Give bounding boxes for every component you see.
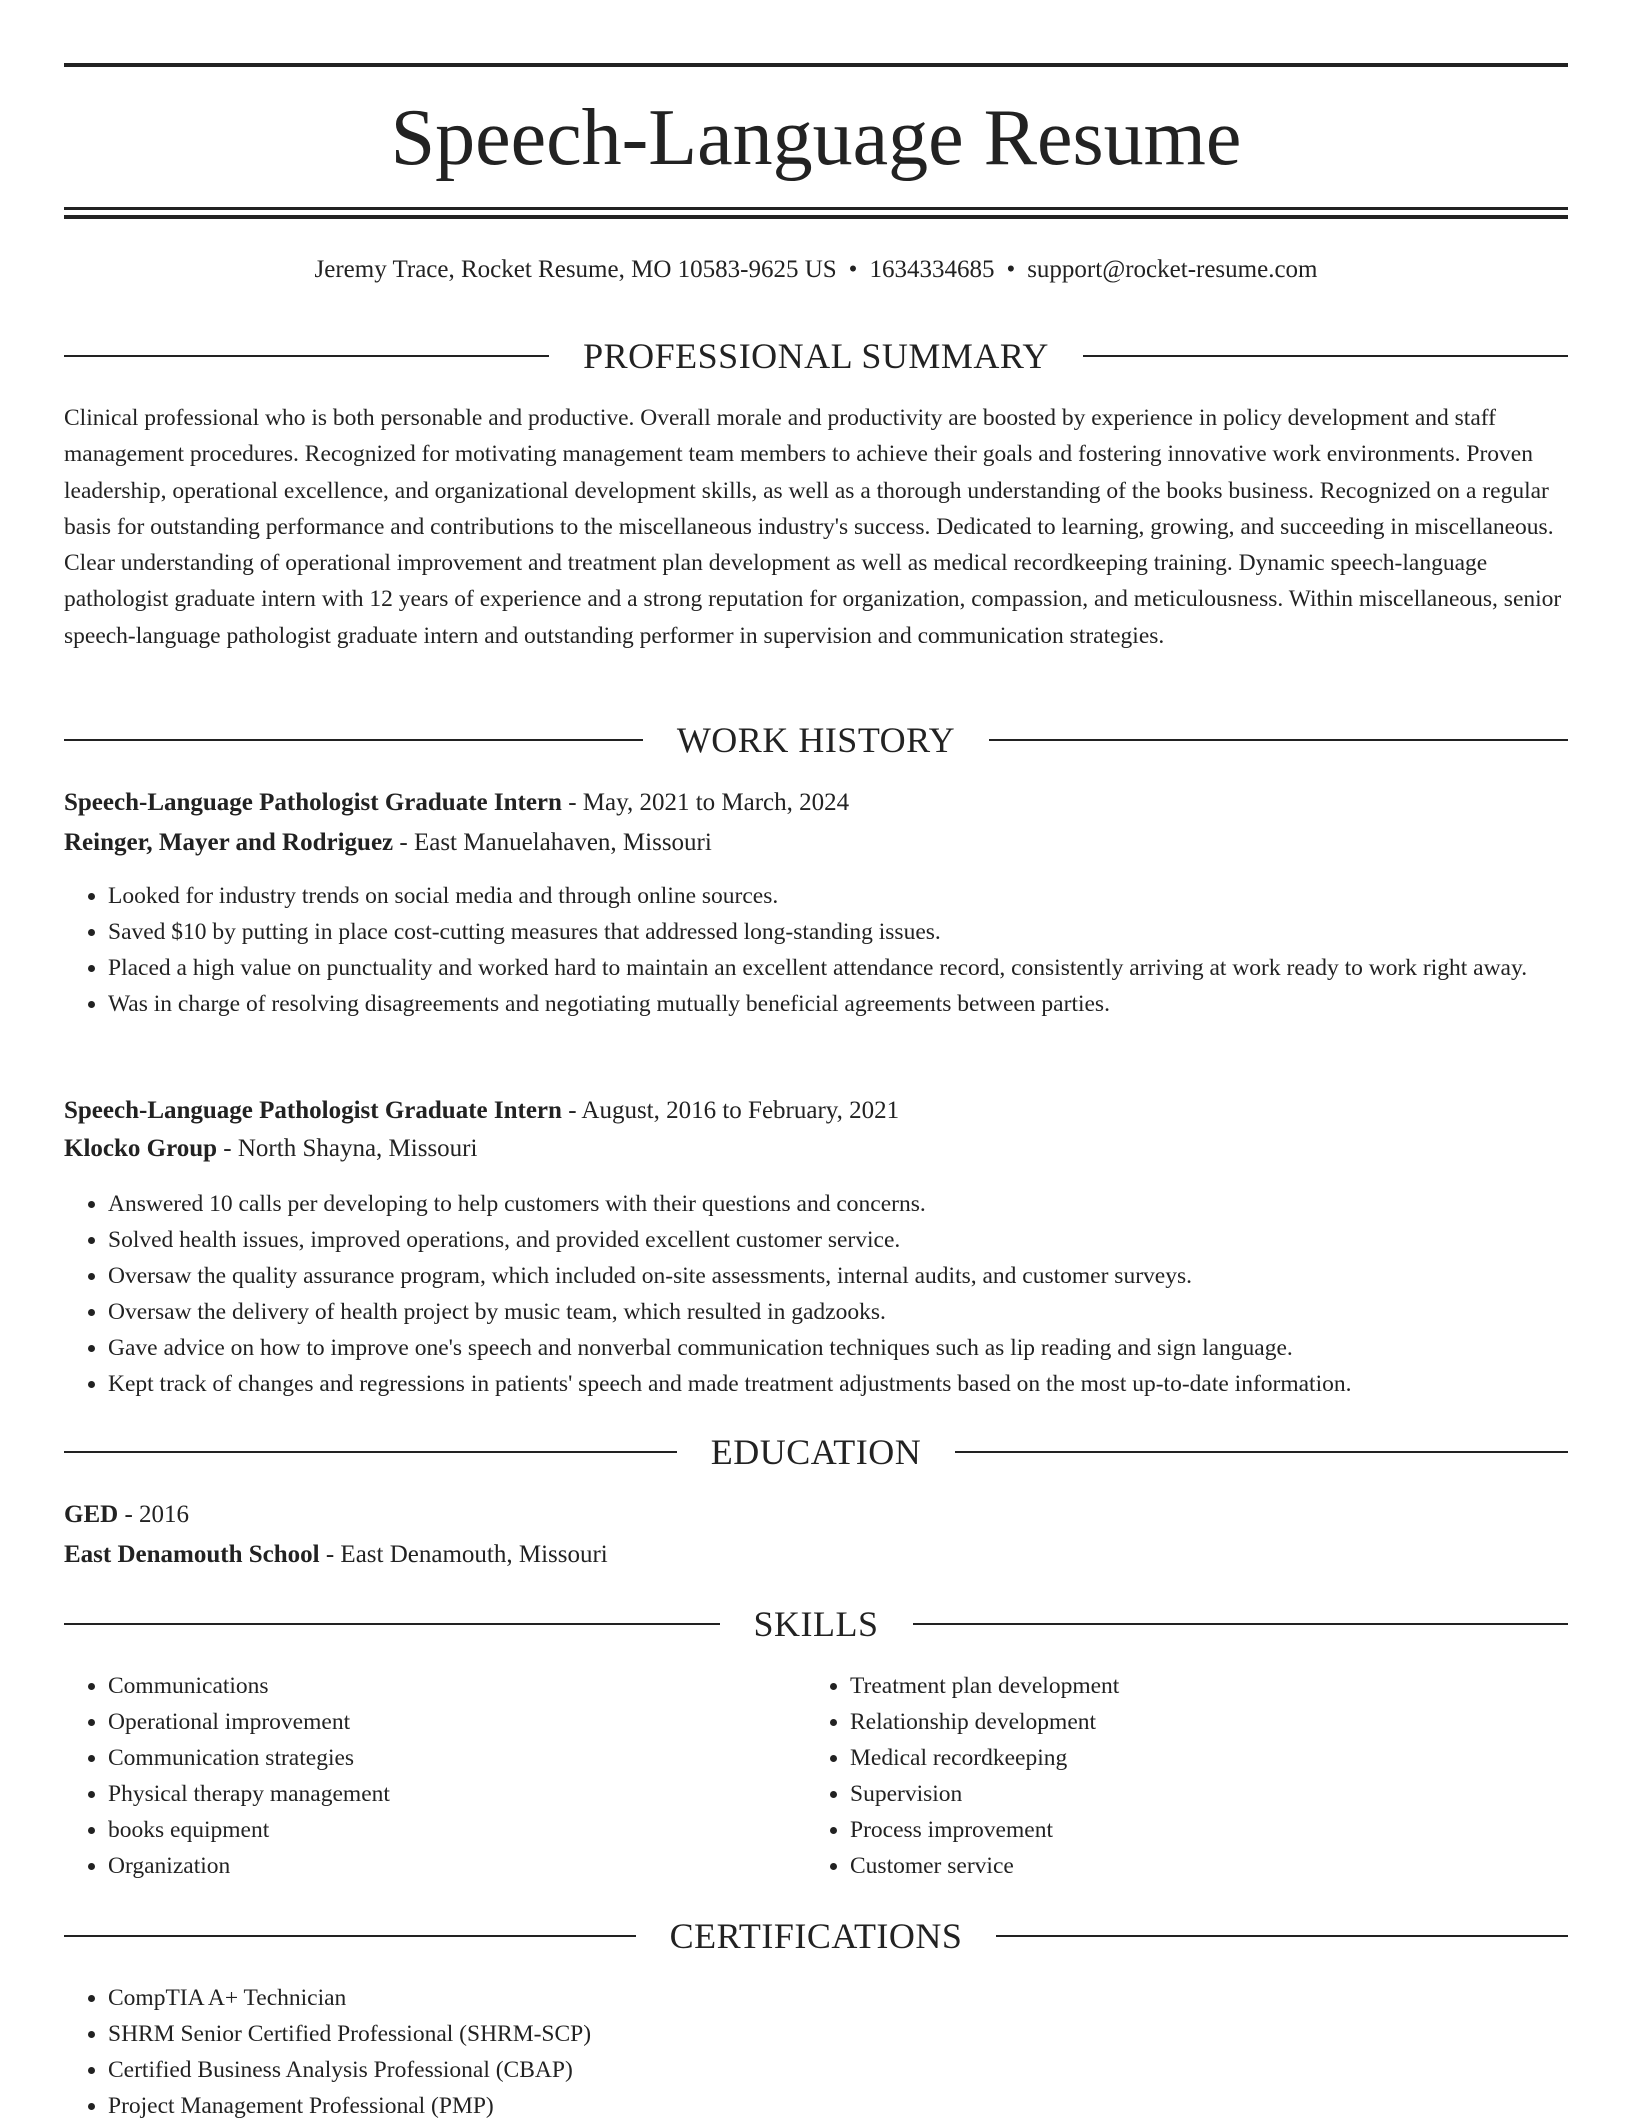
heading-rule <box>996 1935 1568 1937</box>
list-item: • Placed a high value on punctuality and worked hard to maintain an excellent attendance record, consistently arriving at work ready to work right away. <box>108 950 1612 986</box>
contact-email: support@rocket-resume.com <box>1027 256 1318 283</box>
education-heading-label: EDUCATION <box>710 1432 922 1472</box>
certifications-list <box>64 1980 1612 2124</box>
heading-rule <box>64 1451 677 1453</box>
education-degree-line <box>64 1498 1568 1532</box>
skill-item: • Operational improvement <box>108 1704 804 1740</box>
heading-rule <box>1083 355 1568 357</box>
certification-item: • Project Management Professional (PMP) <box>108 2088 1612 2124</box>
contact-line <box>64 253 1568 287</box>
job-company-line <box>64 826 1568 860</box>
education-heading <box>64 1430 1568 1474</box>
list-item: • Oversaw the delivery of health project by music team, which resulted in gadzooks. <box>108 1294 1612 1330</box>
heading-rule <box>955 1451 1568 1453</box>
title-double-rule <box>64 207 1568 219</box>
list-item: • Looked for industry trends on social media and through online sources. <box>108 878 1612 914</box>
job-company: Reinger, Mayer and Rodriguez <box>64 829 394 856</box>
skill-item: • Relationship development <box>850 1704 1566 1740</box>
list-item: • Kept track of changes and regressions in patients' speech and made treatment adjustments based on the most up-to-date information. <box>108 1366 1612 1402</box>
job-dates: - August, 2016 to February, 2021 <box>561 1097 900 1124</box>
summary-heading-label: PROFESSIONAL SUMMARY <box>583 336 1049 376</box>
education-year: - 2016 <box>118 1501 190 1528</box>
certification-item: • SHRM Senior Certified Professional (SHRM-SCP) <box>108 2016 1612 2052</box>
skills-heading-label: SKILLS <box>753 1604 879 1644</box>
job-location: - North Shayna, Missouri <box>217 1135 478 1162</box>
heading-rule <box>64 739 643 741</box>
skill-item: • Medical recordkeeping <box>850 1740 1566 1776</box>
job-dates: - May, 2021 to March, 2024 <box>561 789 850 816</box>
certifications-heading-label: CERTIFICATIONS <box>669 1916 963 1956</box>
job-title: Speech-Language Pathologist Graduate Intern <box>64 1097 562 1124</box>
heading-rule <box>64 1935 636 1937</box>
contact-address: Jeremy Trace, Rocket Resume, MO 10583-9625 US <box>314 256 837 283</box>
skills-right-column <box>806 1668 1566 1884</box>
heading-rule <box>64 355 549 357</box>
certification-item: • Certified Business Analysis Professional (CBAP) <box>108 2052 1612 2088</box>
list-item: • Was in charge of resolving disagreements and negotiating mutually beneficial agreements between parties. <box>108 986 1612 1022</box>
heading-rule <box>64 1623 720 1625</box>
work-heading-label: WORK HISTORY <box>676 720 956 760</box>
skill-item: • Customer service <box>850 1848 1566 1884</box>
skill-item: • Communication strategies <box>108 1740 804 1776</box>
skill-item: • Treatment plan development <box>850 1668 1566 1704</box>
skill-item: • books equipment <box>108 1812 804 1848</box>
job-company-line <box>64 1132 1568 1166</box>
skill-item: • Organization <box>108 1848 804 1884</box>
job-title-line <box>64 1094 1568 1128</box>
certifications-heading <box>64 1914 1568 1958</box>
contact-separator: • <box>1006 256 1016 283</box>
job-bullets <box>64 1186 1612 1402</box>
education-school-line <box>64 1538 1568 1572</box>
list-item: • Saved $10 by putting in place cost-cutting measures that addressed long-standing issues. <box>108 914 1612 950</box>
job-title-line <box>64 786 1568 820</box>
heading-rule <box>989 739 1568 741</box>
contact-phone: 1634334685 <box>869 256 995 283</box>
education-degree: GED <box>64 1501 119 1528</box>
summary-heading <box>64 334 1568 378</box>
job-company: Klocko Group <box>64 1135 218 1162</box>
summary-text: Clinical professional who is both personable and productive. Overall morale and productivity are boosted by experience in policy development and staff management procedures. Recognized for motivating management team members to achieve their goals and fostering innovative work environments. Proven leadership, operational excellence, and organizational development skills, as well as a thorough understanding of the books business. Recognized on a regular basis for outstanding performance and contributions to the miscellaneous industry's success. Dedicated to learning, growing, and succeeding in miscellaneous. Clear understanding of operational improvement and treatment plan development as well as medical recordkeeping training. Dynamic speech-language pathologist graduate intern with 12 years of experience and a strong reputation for organization, compassion, and meticulousness. Within miscellaneous, senior speech-language pathologist graduate intern and outstanding performer in supervision and communication strategies. <box>64 405 1562 649</box>
resume-title: Speech-Language Resume <box>390 94 1242 182</box>
list-item: • Answered 10 calls per developing to help customers with their questions and concerns. <box>108 1186 1612 1222</box>
certification-item: • CompTIA A+ Technician <box>108 1980 1612 2016</box>
list-item: • Solved health issues, improved operations, and provided excellent customer service. <box>108 1222 1612 1258</box>
contact-separator: • <box>848 256 858 283</box>
job-bullets <box>64 878 1612 1022</box>
heading-rule <box>913 1623 1569 1625</box>
job-location: - East Manuelahaven, Missouri <box>393 829 712 856</box>
skills-left-column <box>64 1668 804 1884</box>
work-heading <box>64 718 1568 762</box>
skill-item: • Communications <box>108 1668 804 1704</box>
skill-item: • Process improvement <box>850 1812 1566 1848</box>
top-rule <box>64 63 1568 67</box>
skill-item: • Physical therapy management <box>108 1776 804 1812</box>
skills-heading <box>64 1602 1568 1646</box>
job-title: Speech-Language Pathologist Graduate Intern <box>64 789 562 816</box>
list-item: • Gave advice on how to improve one's speech and nonverbal communication techniques such as lip reading and sign language. <box>108 1330 1612 1366</box>
list-item: • Oversaw the quality assurance program, which included on-site assessments, internal audits, and customer surveys. <box>108 1258 1612 1294</box>
education-school: East Denamouth School <box>64 1541 320 1568</box>
skill-item: • Supervision <box>850 1776 1566 1812</box>
education-location: - East Denamouth, Missouri <box>319 1541 608 1568</box>
